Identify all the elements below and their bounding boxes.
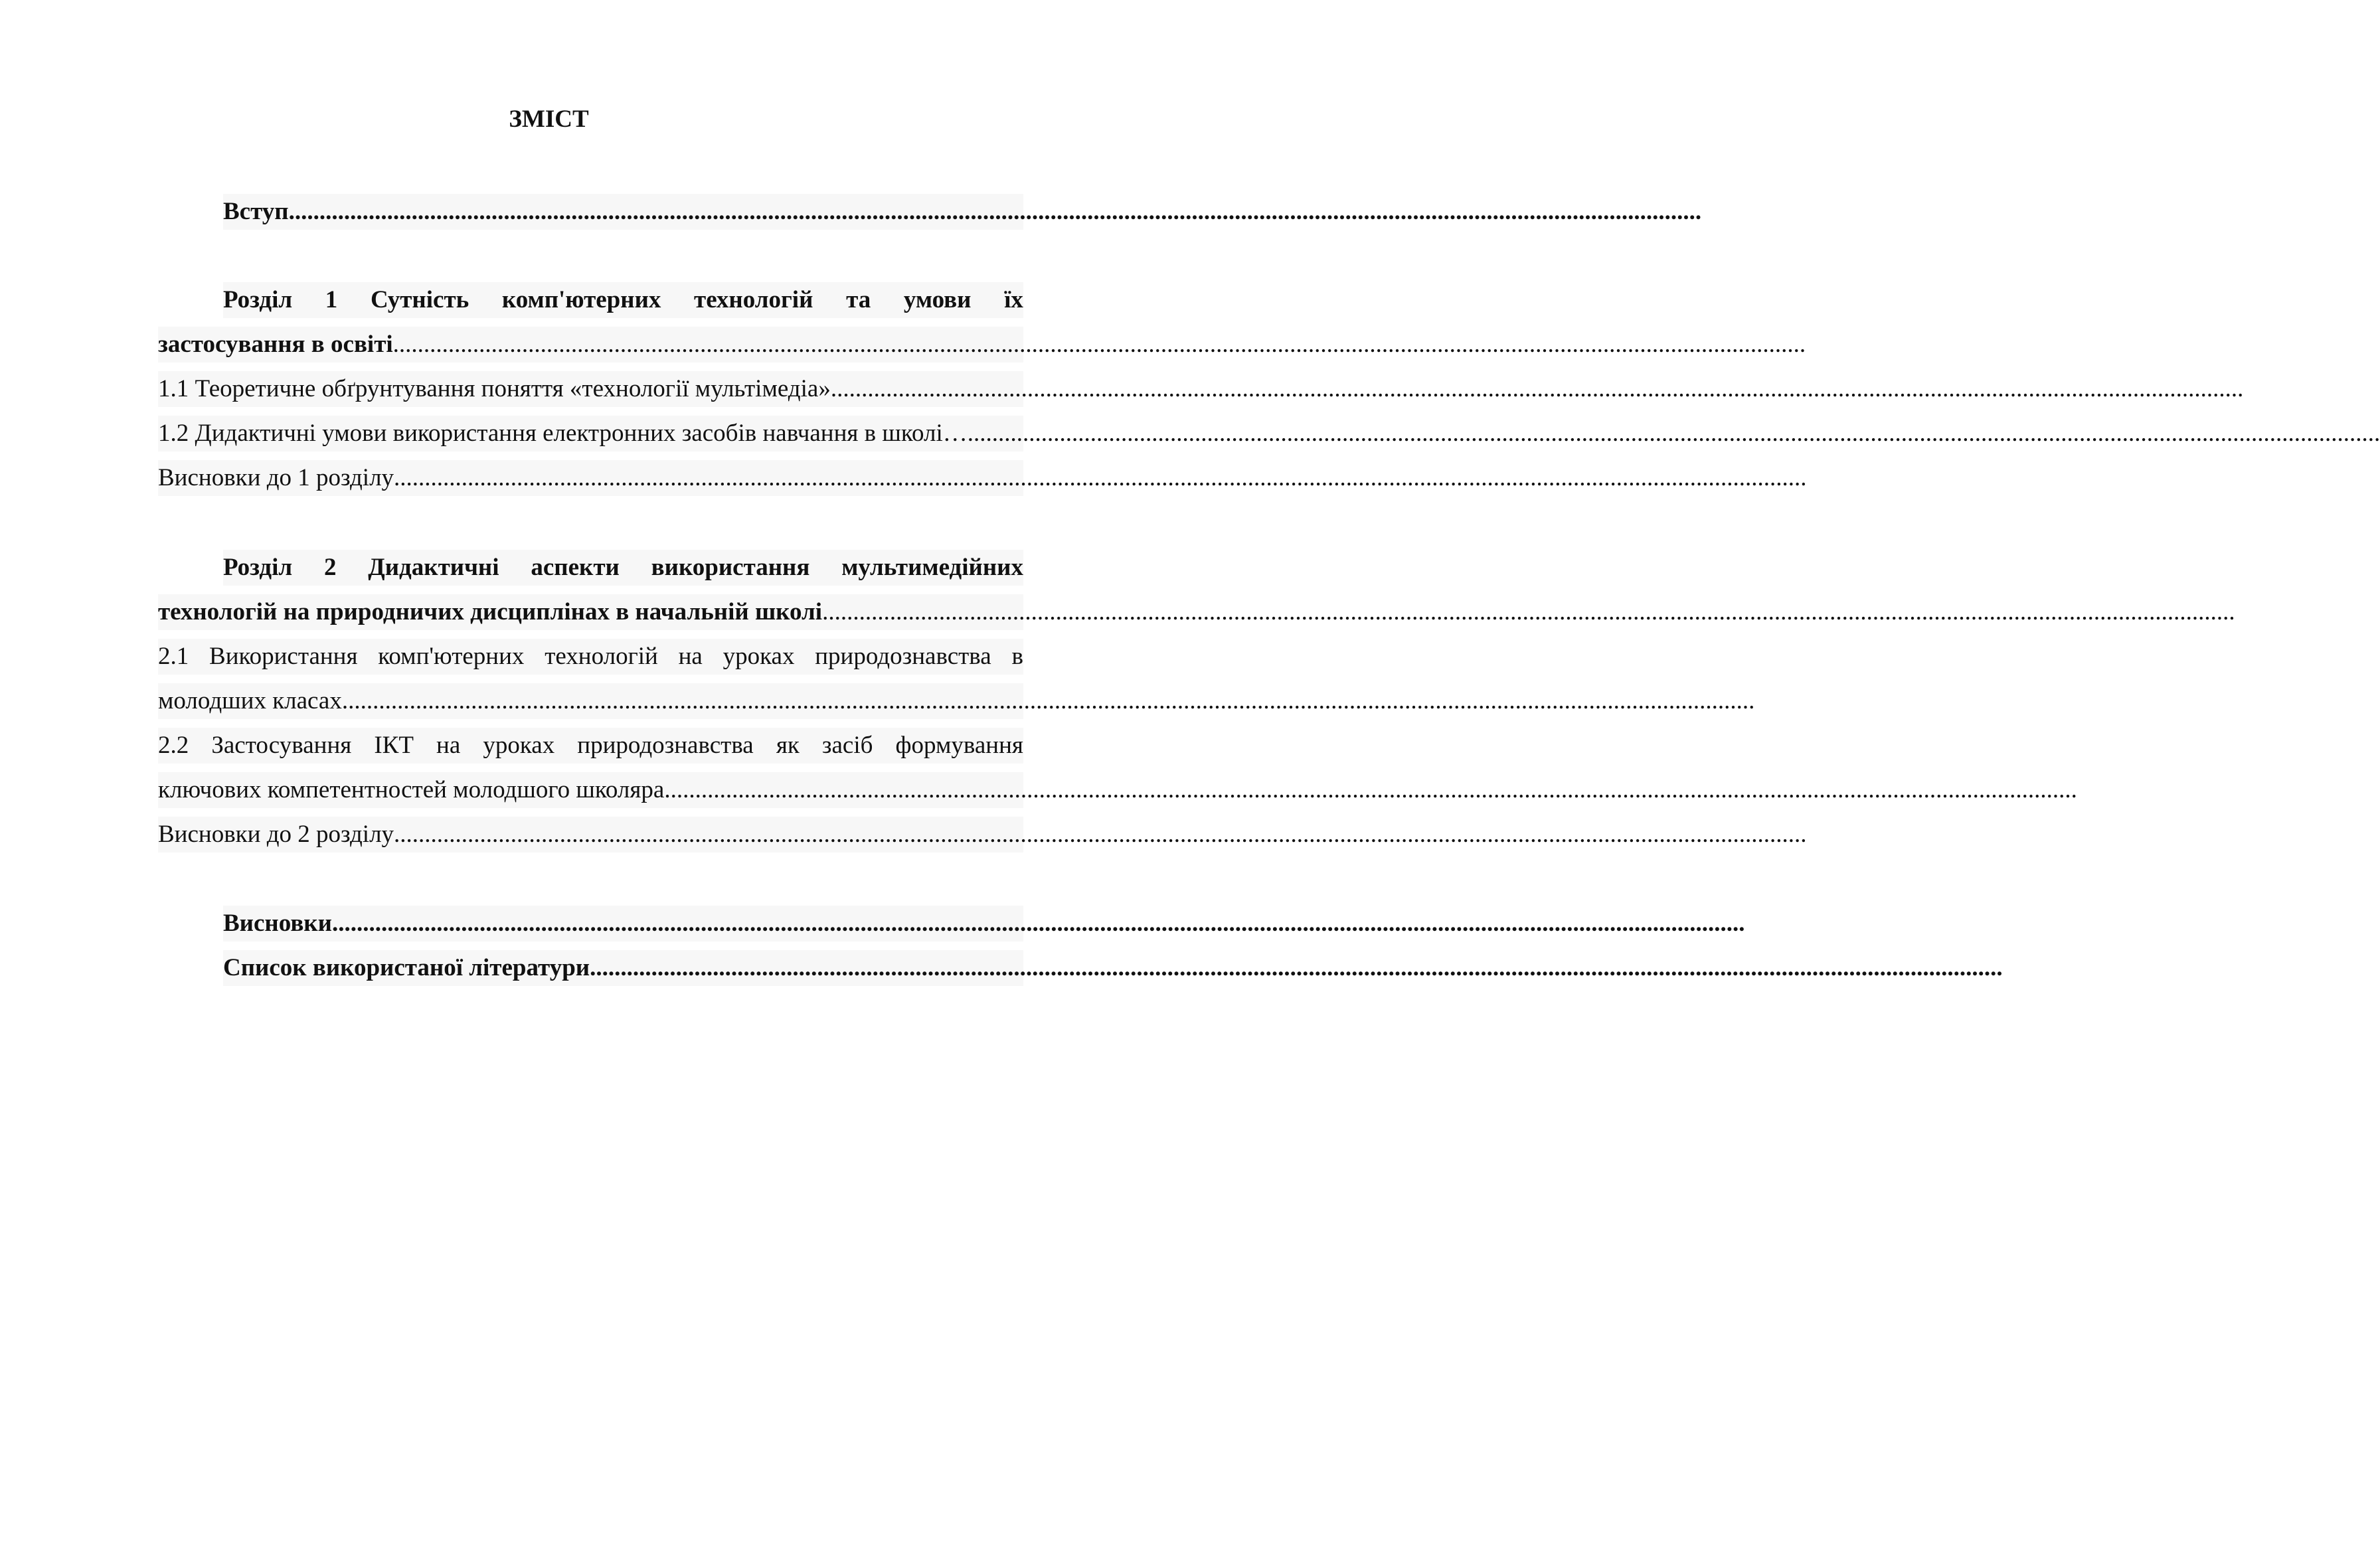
toc-entry-section-2-2-cont[interactable] xyxy=(158,772,2077,808)
toc-entry-section-1-1[interactable] xyxy=(158,371,2244,407)
toc-entry-chapter-1-cont[interactable] xyxy=(158,327,1806,363)
toc-word: природознавства xyxy=(577,732,754,759)
toc-word: ІКТ xyxy=(374,732,414,759)
dot-leader: ...................................................................................................................................................................................................................................... xyxy=(331,910,1745,937)
dot-leader: ...................................................................................................................................................................................................................................... xyxy=(830,375,2244,402)
toc-entry-section-1-2[interactable] xyxy=(158,416,2380,451)
toc-word: як xyxy=(776,732,800,759)
page-title: ЗМІСТ xyxy=(509,106,589,133)
toc-entry-section-2-2[interactable] xyxy=(158,728,1023,764)
toc-word: 2 xyxy=(323,554,337,581)
toc-word: засіб xyxy=(821,732,873,759)
toc-entry-label: молодших класах xyxy=(158,687,342,714)
toc-entry-label: технологій на природничих дисциплінах в начальній школі xyxy=(158,598,823,625)
dot-leader: ...................................................................................................................................................................................................................................... xyxy=(822,598,2235,625)
toc-word: технологій xyxy=(694,286,813,313)
toc-word: та xyxy=(846,286,871,313)
toc-word: Сутність xyxy=(370,286,469,313)
toc-word: на xyxy=(678,643,703,670)
toc-entry-label: ключових компетентностей молодшого школяра xyxy=(158,776,665,803)
toc-word: природознавства xyxy=(815,643,991,670)
toc-word: Розділ xyxy=(223,554,293,581)
dot-leader: ...................................................................................................................................................................................................................................... xyxy=(341,687,1755,714)
dot-leader: ...................................................................................................................................................................................................................................... xyxy=(288,198,1702,225)
toc-word: уроках xyxy=(483,732,555,759)
toc-entry-label: 1.2 Дидактичні умови використання електронних засобів навчання в школі… xyxy=(158,420,968,447)
toc-word: уроках xyxy=(722,643,795,670)
toc-entry-conclusions[interactable] xyxy=(223,906,1745,941)
toc-entry-label: Висновки до 2 розділу xyxy=(158,821,394,848)
toc-word: їх xyxy=(1004,286,1023,313)
toc-word: комп'ютерних xyxy=(501,286,661,313)
toc-entry-label: 1.1 Теоретичне обґрунтування поняття «технології мультімедіа» xyxy=(158,375,831,402)
toc-entry-label: Вступ xyxy=(223,198,289,225)
dot-leader: ...................................................................................................................................................................................................................................... xyxy=(394,821,1807,848)
toc-word: комп'ютерних xyxy=(378,643,525,670)
dot-leader: ...................................................................................................................................................................................................................................... xyxy=(967,420,2380,447)
toc-word: Використання xyxy=(209,643,358,670)
toc-entry-conclusions-1[interactable] xyxy=(158,460,1807,496)
toc-word: Застосування xyxy=(211,732,352,759)
toc-entry-label: застосування в освіті xyxy=(158,331,393,358)
toc-entry-label: Висновки xyxy=(223,910,332,937)
toc-word: 1 xyxy=(325,286,338,313)
toc-word: 2.2 xyxy=(158,732,189,759)
toc-word: 2.1 xyxy=(158,643,189,670)
toc-entry-references[interactable] xyxy=(223,950,2003,986)
toc-word: технологій xyxy=(545,643,658,670)
dot-leader: ...................................................................................................................................................................................................................................... xyxy=(664,776,2077,803)
dot-leader: ...................................................................................................................................................................................................................................... xyxy=(590,954,2003,981)
toc-word: Дидактичні xyxy=(368,554,499,581)
toc-entry-conclusions-2[interactable] xyxy=(158,817,1807,853)
toc-word: на xyxy=(436,732,461,759)
toc-entry-intro[interactable] xyxy=(223,194,1702,230)
toc-entry-label: Висновки до 1 розділу xyxy=(158,464,394,491)
toc-word: мультимедійних xyxy=(841,554,1023,581)
toc-word: Розділ xyxy=(223,286,293,313)
toc-word: в xyxy=(1011,643,1023,670)
dot-leader: ...................................................................................................................................................................................................................................... xyxy=(394,464,1807,491)
toc-entry-chapter-2-cont[interactable] xyxy=(158,594,2235,630)
toc-word: аспекти xyxy=(531,554,620,581)
toc-entry-section-2-1-cont[interactable] xyxy=(158,683,1755,719)
toc-entry-label: Список використаної літератури xyxy=(223,954,590,981)
toc-entry-section-2-1[interactable] xyxy=(158,639,1023,675)
dot-leader: ...................................................................................................................................................................................................................................... xyxy=(392,331,1806,358)
toc-word: формування xyxy=(895,732,1023,759)
toc-word: використання xyxy=(651,554,810,581)
toc-entry-chapter-2[interactable] xyxy=(223,550,1023,586)
toc-word: умови xyxy=(903,286,972,313)
toc-entry-chapter-1[interactable] xyxy=(223,282,1023,318)
